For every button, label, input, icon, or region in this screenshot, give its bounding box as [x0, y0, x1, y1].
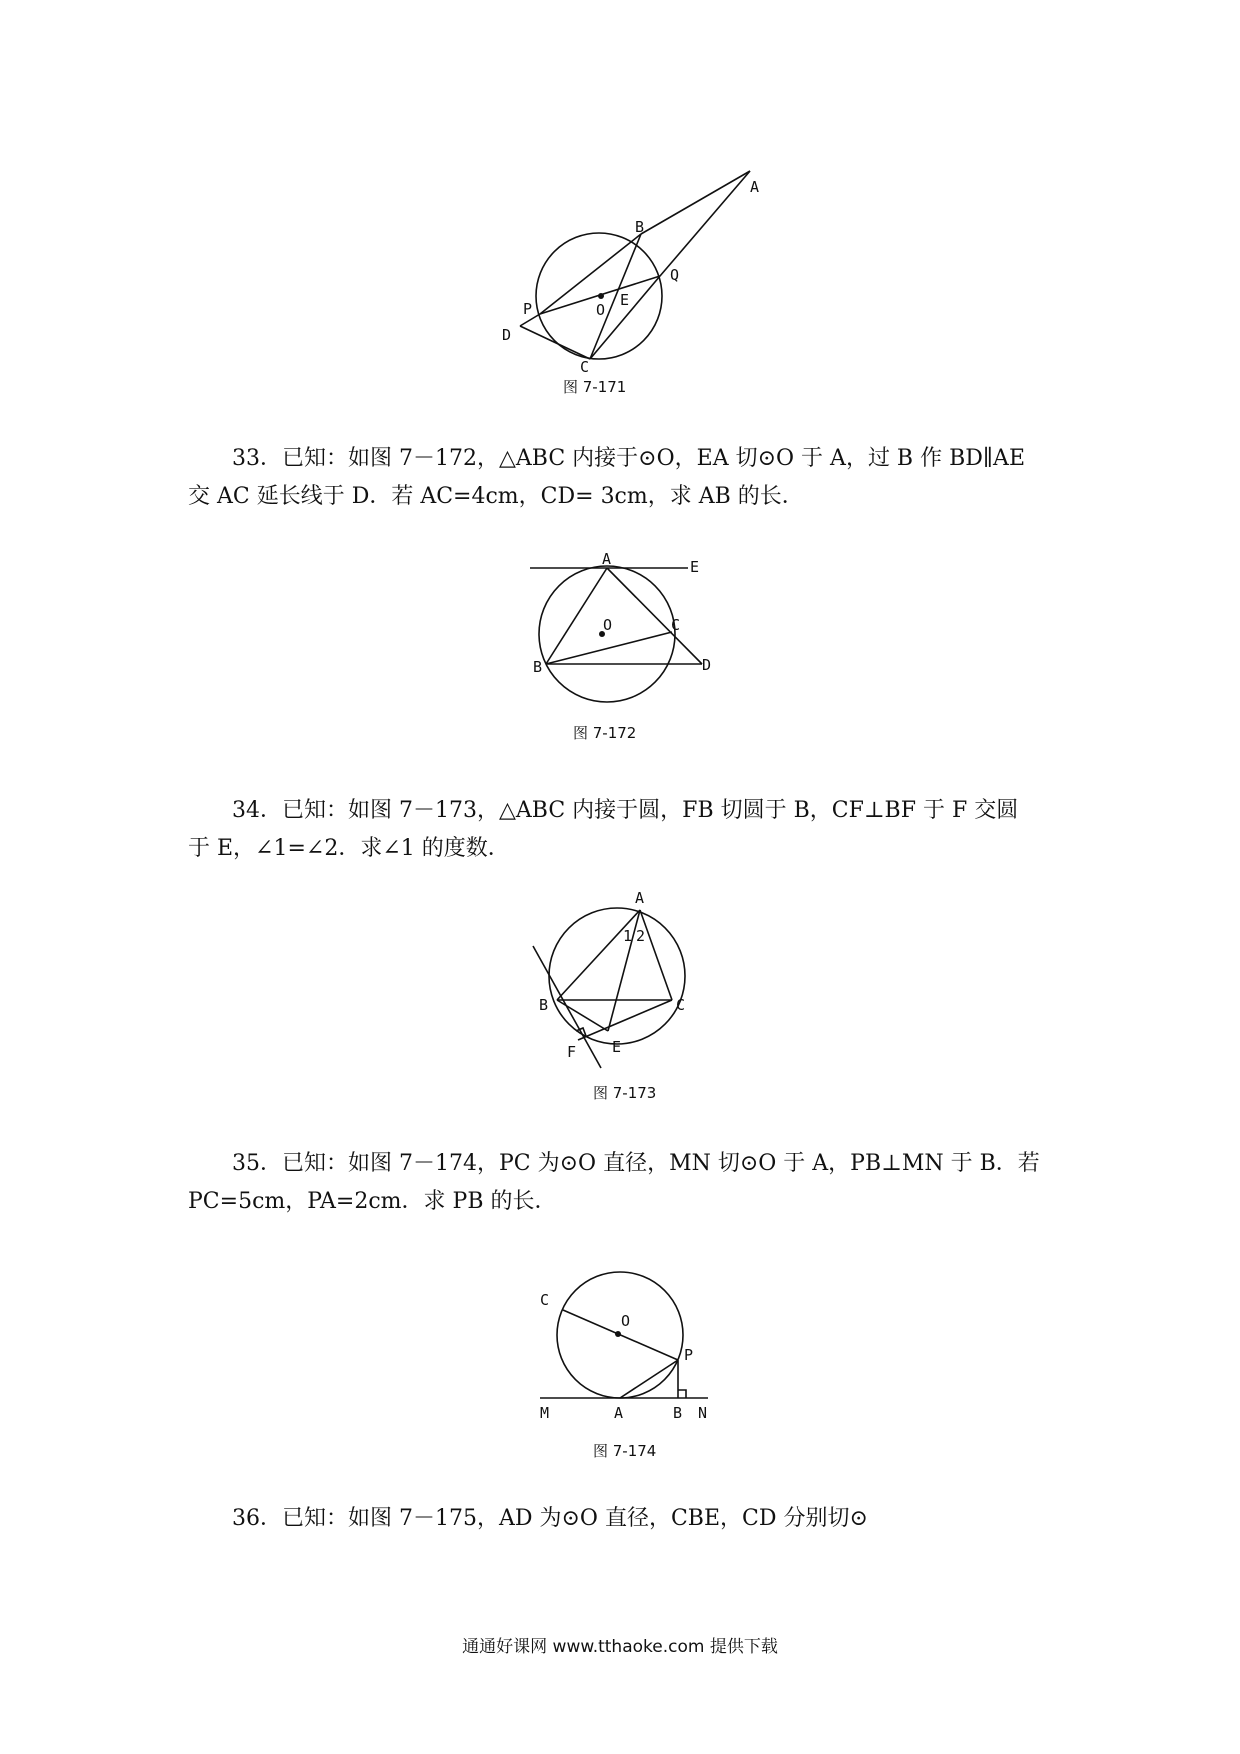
label-n: N [698, 1404, 708, 1422]
center-dot [615, 1331, 621, 1337]
segment-cf [578, 1000, 672, 1040]
label-q: Q [670, 266, 680, 284]
segment-ab [546, 568, 607, 664]
label-b: B [635, 218, 645, 236]
label-c: C [671, 616, 681, 634]
label-d: D [502, 326, 512, 344]
label-a: A [750, 178, 760, 196]
problem-35-line-1: 35．已知：如图 7－174，PC 为⊙O 直径，MN 切⊙O 于 A，PB⊥MN 于 B．若 [232, 1151, 1040, 1176]
center-dot [598, 293, 604, 299]
label-o: O [596, 301, 606, 319]
segment-be [557, 1000, 608, 1031]
label-c: C [540, 1291, 550, 1309]
segment-bc [546, 632, 672, 664]
label-o: O [603, 616, 613, 634]
problem-34-line-2: 于 E，∠1=∠2．求∠1 的度数． [188, 836, 510, 861]
figure-7-173-diagram [525, 889, 705, 1070]
right-angle-mark [678, 1390, 686, 1398]
page-footer: 通通好课网 www.tthaoke.com 提供下载 [462, 1637, 778, 1657]
label-c: C [676, 996, 686, 1014]
label-d: D [702, 656, 712, 674]
segment-ad [607, 568, 702, 664]
label-o: O [621, 1312, 631, 1330]
segment-ac [640, 910, 672, 1000]
label-b: B [539, 996, 549, 1014]
circle-o [539, 566, 675, 702]
label-b: B [533, 658, 543, 676]
label-e: E [612, 1038, 622, 1056]
problem-33 [188, 440, 1088, 516]
caption-7-174: 图 7-174 [593, 1442, 657, 1460]
segment-dc [520, 326, 590, 359]
label-f: F [567, 1043, 577, 1061]
label-a: A [635, 889, 645, 907]
label-m: M [540, 1404, 550, 1422]
label-p: P [523, 300, 533, 318]
figure-7-171-diagram [490, 165, 790, 395]
figure-7-174 [530, 1255, 720, 1425]
problem-33-line-1: 33．已知：如图 7－172，△ABC 内接于⊙O，EA 切⊙O 于 A，过 B 作 BD∥AE [232, 446, 1026, 471]
caption-7-172: 图 7-172 [573, 724, 637, 742]
figure-7-172 [520, 550, 730, 675]
label-c: C [580, 358, 590, 376]
segment-qa [660, 171, 750, 276]
figure-7-172-diagram [520, 550, 730, 675]
label-angle-1: 1 [623, 927, 633, 945]
segment-pa [620, 1360, 678, 1398]
label-e: E [690, 558, 700, 576]
problem-34 [188, 792, 1088, 868]
label-e: E [620, 291, 630, 309]
problem-36 [188, 1500, 1088, 1538]
label-a: A [602, 550, 612, 568]
label-b: B [673, 1404, 683, 1422]
caption-7-171: 图 7-171 [563, 378, 627, 396]
segment-ba [641, 171, 750, 234]
figure-7-171 [490, 165, 790, 395]
label-a: A [614, 1404, 624, 1422]
figure-7-174-diagram [530, 1255, 720, 1425]
caption-7-173: 图 7-173 [593, 1084, 657, 1102]
label-p: P [684, 1346, 694, 1364]
problem-33-line-2: 交 AC 延长线于 D．若 AC=4cm，CD= 3cm，求 AB 的长． [188, 484, 804, 509]
problem-35-line-2: PC=5cm，PA=2cm．求 PB 的长． [188, 1189, 557, 1214]
label-angle-2: 2 [636, 927, 646, 945]
problem-35 [188, 1145, 1088, 1221]
problem-34-line-1: 34．已知：如图 7－173，△ABC 内接于圆，FB 切圆于 B，CF⊥BF 于 F 交圆 [232, 798, 1019, 823]
figure-7-173 [525, 889, 705, 1070]
problem-36-line-1: 36．已知：如图 7－175，AD 为⊙O 直径，CBE，CD 分别切⊙ [232, 1506, 868, 1531]
